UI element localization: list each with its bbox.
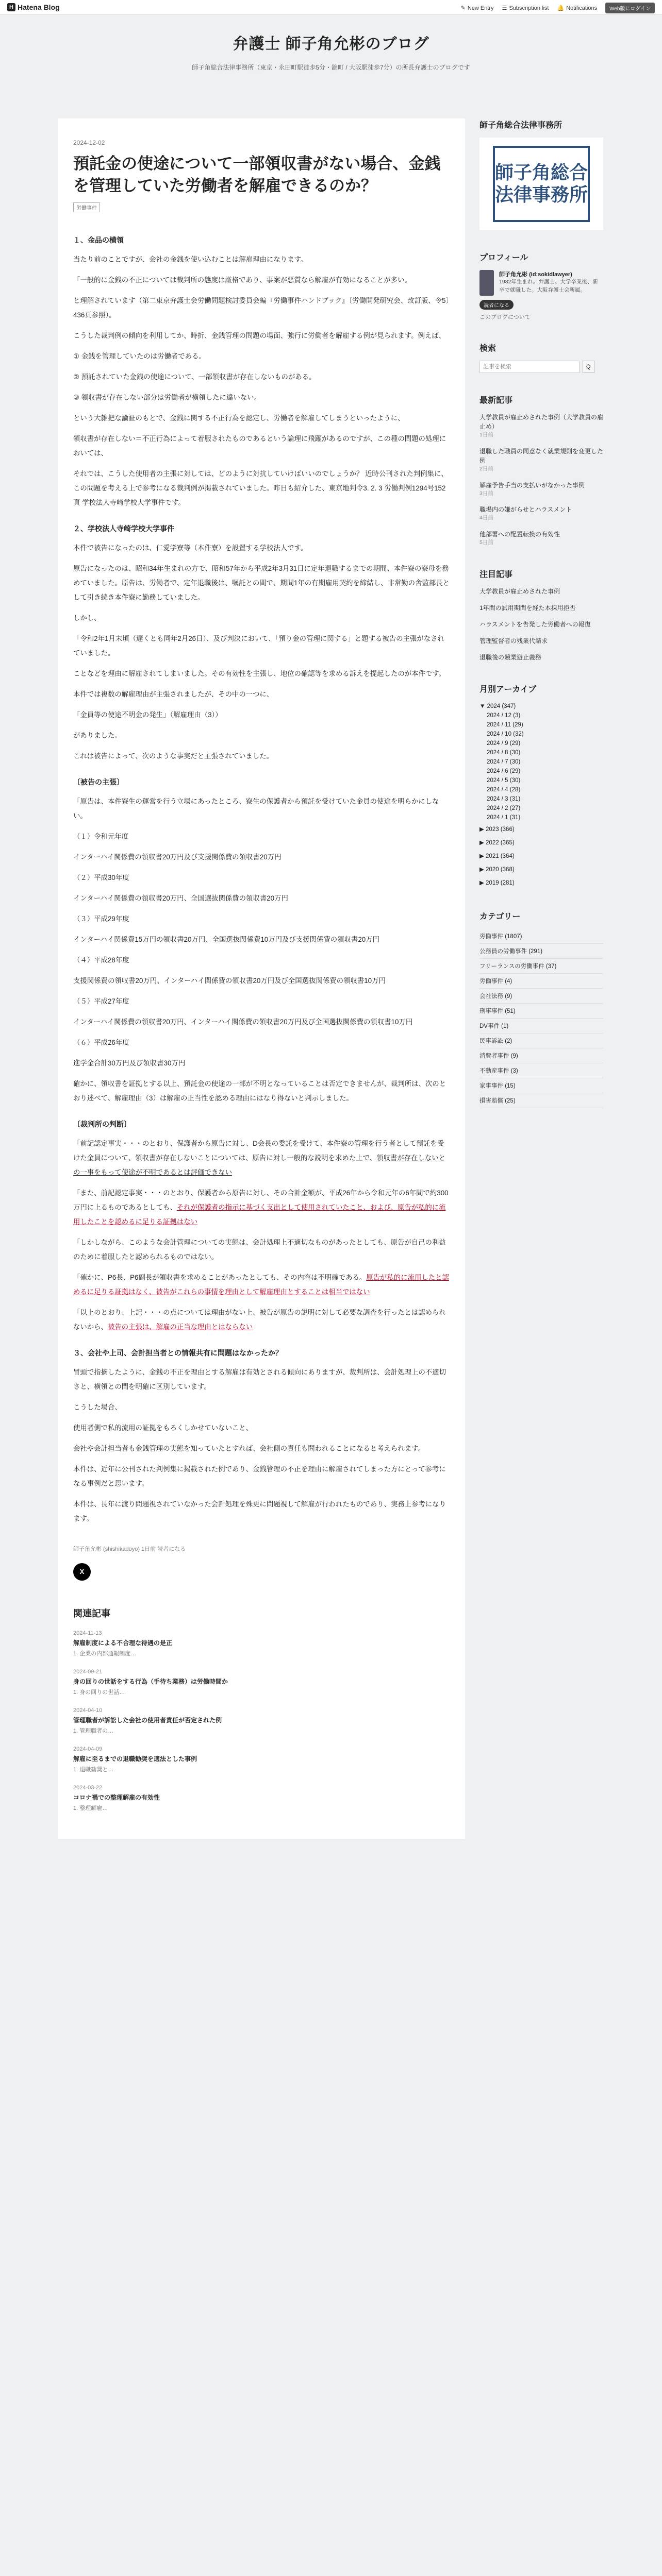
category-item[interactable]: 会社法務 (9) (479, 989, 603, 1004)
paragraph: 「原告は、本件寮生の運営を行う立場にあったところ、寮生の保護者から預託を受けていた金員の使途を明らかにしない。 (73, 797, 439, 820)
archive-section (479, 683, 603, 889)
paragraph: 「金員等の使途不明金の発生」（解雇理由（3）） (73, 710, 222, 719)
search-button[interactable]: Q (583, 361, 594, 373)
related-snippet: 1. 管理職者の… (73, 1727, 114, 1734)
related-snippet: 1. 身の回りの世話… (73, 1689, 125, 1696)
recent-date: 1日前 (479, 432, 493, 438)
recent-date: 2日前 (479, 465, 493, 472)
paragraph: それでは、こうした使用者の主張に対しては、どのように対抗していけばいいのでしょうか？ 近時公刊された判例集に、この問題を考える上で参考になる裁判例が掲載されていました。昨日も紹介した、東京地判令3. 2. 3 労働判例1294号152頁 学校法人寺崎学校大学事件です。 (73, 469, 448, 506)
notifications-label: Notifications (566, 5, 598, 11)
quote-text: 「確かに、P6長、P6副長が領収書を求めることがあったとしても、その内容は不明確である。 (73, 1273, 367, 1281)
related-date: 2024-04-09 (73, 1745, 103, 1752)
section-heading: ３、会社や上司、会計担当者との情報共有に問題はなかったか？ (73, 1348, 283, 1357)
logo-line: 法律事務所 (495, 184, 588, 206)
list-item: （１）令和元年度 (73, 832, 129, 840)
notable-item[interactable]: 管理監督者の残業代請求 (479, 637, 548, 645)
quote-paragraph (73, 1137, 450, 1180)
related-date: 2024-03-22 (73, 1784, 103, 1791)
paragraph: これは被告によって、次のような事実だと主張されていました。 (73, 752, 274, 760)
quote-text: 「また、前記認定事実・・・のとおり、保護者から原告に対し、その合計金額が、平成26年から令和元年の6年間で約300万円に上るものであるとしても、 (73, 1189, 449, 1211)
blog-description: 師子角総合法律事務所（東京・永田町駅徒歩5分・錦町 / 大阪駅徒歩7分）の所長弁護士のブログです (192, 64, 470, 71)
blog-title[interactable]: 弁護士 師子角允彬のブログ (233, 36, 429, 53)
recent-title[interactable]: 他部署への配置転換の有効性 (479, 531, 560, 538)
archive-item[interactable]: 2024 / 7 (30) (487, 758, 521, 765)
red-underlined-text: それが保護者の指示に基づく支出として使用されていたこと、および、原告が私的に流用したことを認めるに足りる証拠はない (73, 1203, 446, 1226)
archive-item[interactable]: 2024 / 12 (3) (487, 712, 521, 719)
top-nav (461, 3, 655, 13)
recent-item[interactable] (479, 481, 603, 498)
section-heading: １、金品の横領 (73, 235, 124, 244)
related-title[interactable]: 管理職者が訴訟した会社の使用者責任が否定された例 (73, 1716, 222, 1724)
notable-item[interactable]: 大学教員が雇止めされた事例 (479, 587, 560, 595)
archive-item[interactable]: 2024 / 3 (31) (487, 795, 521, 802)
notable-item[interactable]: 1年間の試用期間を経た本採用拒否 (479, 604, 576, 612)
article-date[interactable]: 2024-12-02 (73, 139, 105, 146)
archive-item[interactable]: 2024 / 5 (30) (487, 777, 521, 784)
category-item[interactable]: 労働事件 (4) (479, 974, 603, 989)
paragraph: 冒頭で指摘したように、金銭の不正を理由とする解雇は有効とされる傾向にありますが、裁判所は、会計処理上の不適切さと、横領との間を明確に区別しています。 (73, 1368, 446, 1391)
hatena-mark-icon: H (7, 3, 15, 11)
paragraph: 本件で被告になったのは、仁愛学寮等（本件寮）を設置する学校法人です。 (73, 544, 308, 552)
recent-heading: 最新記事 (479, 396, 513, 405)
related-item[interactable] (73, 1630, 450, 1657)
paragraph: 「令和2年1月末頃（遅くとも同年2月26日）、及び判決において、「預り金の管理に関する」と題する被告の主張がなされていました。 (73, 634, 444, 657)
profile-heading: プロフィール (479, 253, 528, 262)
list-item: ③ 領収書が存在しない部分は労働者が横領したに違いない。 (73, 393, 261, 401)
paragraph: こうした裁判例の傾向を利用してか、時折、金銭管理の問題の場面、強行に労働者を解雇する例が見られます。例えば、 (73, 331, 446, 340)
quote-paragraph (73, 1186, 450, 1229)
profile-name[interactable]: 師子角允彬 (id:sokidlawyer) (499, 272, 572, 278)
archive-year[interactable]: ▶ 2021 (364) (479, 853, 515, 859)
notifications-link[interactable]: 🔔 Notifications (557, 5, 598, 11)
avatar[interactable] (479, 270, 494, 296)
main-column (58, 118, 465, 1839)
recent-title[interactable]: 大学教員が雇止めされた事例（大学教員の雇止め） (479, 414, 604, 430)
archive-item[interactable]: 2024 / 10 (32) (487, 731, 524, 737)
list-item: （６）平成26年度 (73, 1038, 129, 1046)
search-section (479, 342, 603, 373)
archive-item[interactable]: 2024 / 6 (29) (487, 768, 521, 774)
archive-item[interactable]: 2024 / 11 (29) (487, 721, 523, 728)
category-item[interactable]: 不動産事件 (3) (479, 1063, 603, 1078)
category-item[interactable]: 刑事事件 (51) (479, 1004, 603, 1019)
archive-item[interactable]: ▼ 2024 (347) (479, 703, 516, 709)
category-item[interactable]: 民事訴訟 (2) (479, 1033, 603, 1048)
related-date: 2024-09-21 (73, 1668, 103, 1675)
paragraph: ことなどを理由に解雇されてしまいました。その有効性を主張し、地位の確認等を求める訴えを提起したのが本件です。 (73, 669, 446, 677)
related-snippet: 1. 整理解雇… (73, 1805, 108, 1811)
paragraph: 会社や会計担当者も金銭管理の実態を知っていたとすれば、会社側の責任も問われることになると考えられます。 (73, 1444, 425, 1452)
quote-paragraph: 「しかしながら、このような会計管理についての実態は、会計処理上不適切なものがあったとしても、原告が自己の利益のために着服したと認められるものではない。 (73, 1238, 446, 1261)
category-section (479, 910, 603, 1108)
recent-item[interactable] (479, 505, 603, 522)
list-item: ① 金銭を管理していたのは労働者である。 (73, 352, 206, 360)
related-articles (58, 1606, 465, 1839)
recent-section (479, 394, 603, 547)
paragraph: こうした場合、 (73, 1403, 122, 1411)
recent-title[interactable]: 解雇予告手当の支払いがなかった事例 (479, 481, 585, 489)
subscription-label: Subscription list (509, 5, 549, 11)
search-input[interactable] (479, 361, 580, 373)
related-date: 2024-04-10 (73, 1707, 103, 1714)
paragraph: 領収書が存在しない＝不正行為によって着服されたものであるという論理に飛躍があるのですが、この種の問題の処理においては、 (73, 434, 446, 457)
related-item[interactable] (73, 1746, 450, 1773)
notable-section (479, 568, 603, 662)
related-snippet: 1. 退職勧奨と… (73, 1766, 114, 1773)
article-title[interactable]: 預託金の使途について一部領収書がない場合、金銭を管理していた労働者を解雇できるのか？ (73, 155, 441, 195)
list-item: 進学金合計30万円及び領収書30万円 (73, 1059, 186, 1067)
archive-item[interactable]: 2024 / 4 (28) (487, 786, 521, 793)
archive-item[interactable]: 2024 / 9 (29) (487, 740, 521, 747)
paragraph: 本件は、長年に渡り問題視されていなかった会計処理を殊更に問題視して解雇が行われたものであり、実務上参考になります。 (73, 1500, 446, 1522)
red-underlined-text: 原告が私的に流用したと認めるに足りる証拠はなく、被告がこれらの事情を理由として解雇理由とすることは相当ではない (73, 1273, 449, 1296)
category-item[interactable]: 労働事件 (1807) (479, 929, 603, 944)
related-title[interactable]: 解雇制度による不合理な待遇の是正 (73, 1639, 173, 1647)
related-title[interactable]: 身の回りの世話をする行為（手待ち業務）は労働時間か (73, 1677, 228, 1685)
paragraph: 本件は、近年に公刊された判例集に掲載された例であり、金銭管理の不正を理由に解雇されてしまった方にとって参考になる事例だと思います。 (73, 1465, 446, 1487)
top-bar (0, 0, 662, 15)
list-item: 支援関係費の領収書20万円、インターハイ関係費の領収書20万円及び全国選抜関係費の領収書10万円 (73, 976, 386, 985)
about-link[interactable]: このブログについて (479, 314, 531, 320)
profile-text: 1982年生まれ。弁護士。大学卒業後、新卒で就職した。大阪弁護士会所属。 (499, 279, 599, 293)
firm-logo-text (493, 146, 590, 222)
quote-paragraph (73, 1306, 450, 1334)
related-snippet: 1. 企業の内部通報制度… (73, 1650, 137, 1657)
search-box (479, 361, 603, 373)
related-item[interactable] (73, 1707, 450, 1735)
author-line[interactable]: 師子角允彬 (shishikadoyo) 1日前 読者になる (73, 1546, 186, 1552)
paragraph: 本件では複数の解雇理由が主張されましたが、その中の一つに、 (73, 690, 274, 698)
category-item[interactable]: 損害賠償 (25) (479, 1093, 603, 1108)
archive-year[interactable]: ▶ 2023 (366) (479, 826, 515, 833)
logo-line: 師子角総合 (495, 161, 588, 183)
subheading: 〔被告の主張〕 (73, 777, 124, 786)
recent-item[interactable] (479, 413, 603, 439)
related-title[interactable]: コロナ禍での整理解雇の有効性 (73, 1793, 160, 1801)
related-title[interactable]: 解雇に至るまでの退職勧奨を適法とした事例 (73, 1755, 197, 1762)
recent-date: 3日前 (479, 490, 493, 497)
recent-date: 4日前 (479, 515, 493, 521)
notable-heading: 注目記事 (479, 570, 513, 579)
firm-logo[interactable] (479, 138, 603, 230)
paragraph: 使用者側で私的流用の証拠をもろくしかせていないこと、 (73, 1423, 253, 1432)
category-item[interactable]: 家事事件 (15) (479, 1078, 603, 1093)
article-body (73, 233, 450, 1526)
profile-section (479, 251, 603, 321)
blog-header (0, 31, 662, 72)
category-item[interactable]: 消費者事件 (9) (479, 1048, 603, 1063)
paragraph: と理解されています（第二東京弁護士会労働問題検討委員会編『労働事件ハンドブック』〔労働開発研究会、改訂版、令5〕436頁参照）。 (73, 296, 450, 319)
logo-text: Hatena Blog (18, 3, 60, 11)
list-item: インターハイ関係費の領収書20万円、インターハイ関係費の領収書20万円及び全国選抜関係費の領収書10万円 (73, 1018, 413, 1026)
recent-item[interactable] (479, 530, 603, 547)
paragraph: 当たり前のことですが、会社の金銭を使い込むことは解雇理由になります。 (73, 255, 308, 263)
new-entry-label: New Entry (467, 5, 494, 11)
recent-title[interactable]: 退職した職員の同意なく就業規則を変更した例 (479, 447, 604, 464)
related-heading: 関連記事 (73, 1608, 110, 1619)
list-item: ② 預託されていた金銭の使途について、一部領収書が存在しないものがある。 (73, 372, 316, 381)
category-badge[interactable]: 労働事件 (73, 202, 100, 212)
archive-item[interactable]: 2024 / 8 (30) (487, 749, 521, 756)
paragraph: 確かに、領収書を証拠とする以上、預託金の使途の一部が不明となっていることは否定できませんが、裁判所は、次のとおり述べて、解雇理由（3）は解雇の正当性を認める理由にはなり得ないと判示しました。 (73, 1079, 446, 1102)
sidebar (479, 118, 603, 1108)
archive-year[interactable]: ▶ 2022 (365) (479, 839, 515, 846)
archive-year[interactable]: ▶ 2020 (368) (479, 866, 515, 873)
category-heading: カテゴリー (479, 912, 521, 921)
list-item: インターハイ関係費15万円の領収書20万円、全国選抜関係費10万円及び支援関係費の領収書20万円 (73, 935, 379, 943)
recent-title[interactable]: 職場内の嫌がらせとハラスメント (479, 506, 572, 514)
notable-item[interactable]: ハラスメントを告発した労働者への報復 (479, 620, 591, 628)
x-share-icon[interactable]: X (73, 1563, 91, 1581)
list-item: （５）平成27年度 (73, 997, 129, 1005)
notable-item[interactable]: 退職後の競業避止義務 (479, 653, 542, 661)
related-item[interactable] (73, 1669, 450, 1696)
list-item: （４）平成28年度 (73, 956, 129, 964)
new-entry-link[interactable]: ✎ New Entry (460, 5, 494, 11)
login-button[interactable]: Web版にログイン (605, 3, 655, 13)
paragraph: 原告になったのは、昭和34年生まれの方で、昭和57年から平成2年3月31日に定年退職するまでの期間、本件寮の寮母を務めていました。原告は、労働者で、定年退職後は、嘱託との間で、期間1年の有期雇用契約を締結し、非常勤の舎監部長として引き続き本件寮に勤務していました。 (73, 564, 450, 601)
quote-text: 「前記認定事実・・・のとおり、保護者から原告に対し、D会長の委託を受けて、本件寮の管理を行う者として預託を受けた金員について、領収書が存在しないことについては、原告に対し一般的な説明を求めた上で、 (73, 1139, 444, 1162)
related-item[interactable] (73, 1785, 450, 1812)
red-underlined-text: 被告の主張は、解雇の正当な理由とはならない (107, 1323, 253, 1331)
recent-item[interactable] (479, 447, 603, 473)
archive-heading: 月別アーカイブ (479, 685, 537, 694)
firm-heading: 師子角総合法律事務所 (479, 121, 562, 130)
archive-item[interactable]: 2024 / 1 (31) (487, 814, 521, 821)
quote-paragraph (73, 1270, 450, 1299)
paragraph: しかし、 (73, 614, 101, 622)
paragraph: がありました。 (73, 731, 122, 739)
list-item: （３）平成29年度 (73, 914, 129, 923)
list-item: インターハイ関係費の領収書20万円、全国選抜関係費の領収書20万円 (73, 894, 288, 902)
recent-date: 5日前 (479, 539, 493, 546)
subscription-link[interactable]: ☰ Subscription list (502, 5, 549, 11)
underlined-text: 領収書が存在しないとの一事をもって使途が不明であるとは評価できない (73, 1154, 446, 1176)
paragraph: 「一般的に金銭の不正については裁判所の態度は厳格であり、事案が悪質なら解雇が有効になることが多い。 (73, 276, 411, 284)
list-item: （２）平成30年度 (73, 873, 129, 882)
hatena-logo[interactable] (7, 3, 60, 11)
share-buttons (73, 1563, 450, 1581)
subheading: 〔裁判所の判断〕 (73, 1120, 131, 1128)
category-item[interactable]: 公務員の労働事件 (291) (479, 944, 603, 959)
list-item: インターハイ関係費の領収書20万円及び支援関係費の領収書20万円 (73, 853, 282, 861)
category-item[interactable]: フリーランスの労働事件 (37) (479, 959, 603, 974)
paragraph: という大雑把な論証のもとで、金銭に関する不正行為を認定し、労働者を解雇してしまうといったように、 (73, 414, 405, 422)
related-date: 2024-11-13 (73, 1630, 102, 1636)
section-heading: ２、学校法人寺崎学校大学事件 (73, 524, 174, 533)
search-heading: 検索 (479, 344, 496, 353)
category-item[interactable]: DV事件 (1) (479, 1019, 603, 1033)
archive-item[interactable]: 2024 / 2 (27) (487, 805, 521, 811)
quote-text: 「以上のとおり、上記・・・の点については理由がない上、被告が原告の説明に対して必要な調査を行ったとは認められないから、 (73, 1308, 446, 1331)
profile-row (479, 270, 603, 296)
follow-button[interactable]: 読者になる (479, 300, 514, 310)
archive-year[interactable]: ▶ 2019 (281) (479, 879, 515, 886)
article (58, 118, 465, 1601)
